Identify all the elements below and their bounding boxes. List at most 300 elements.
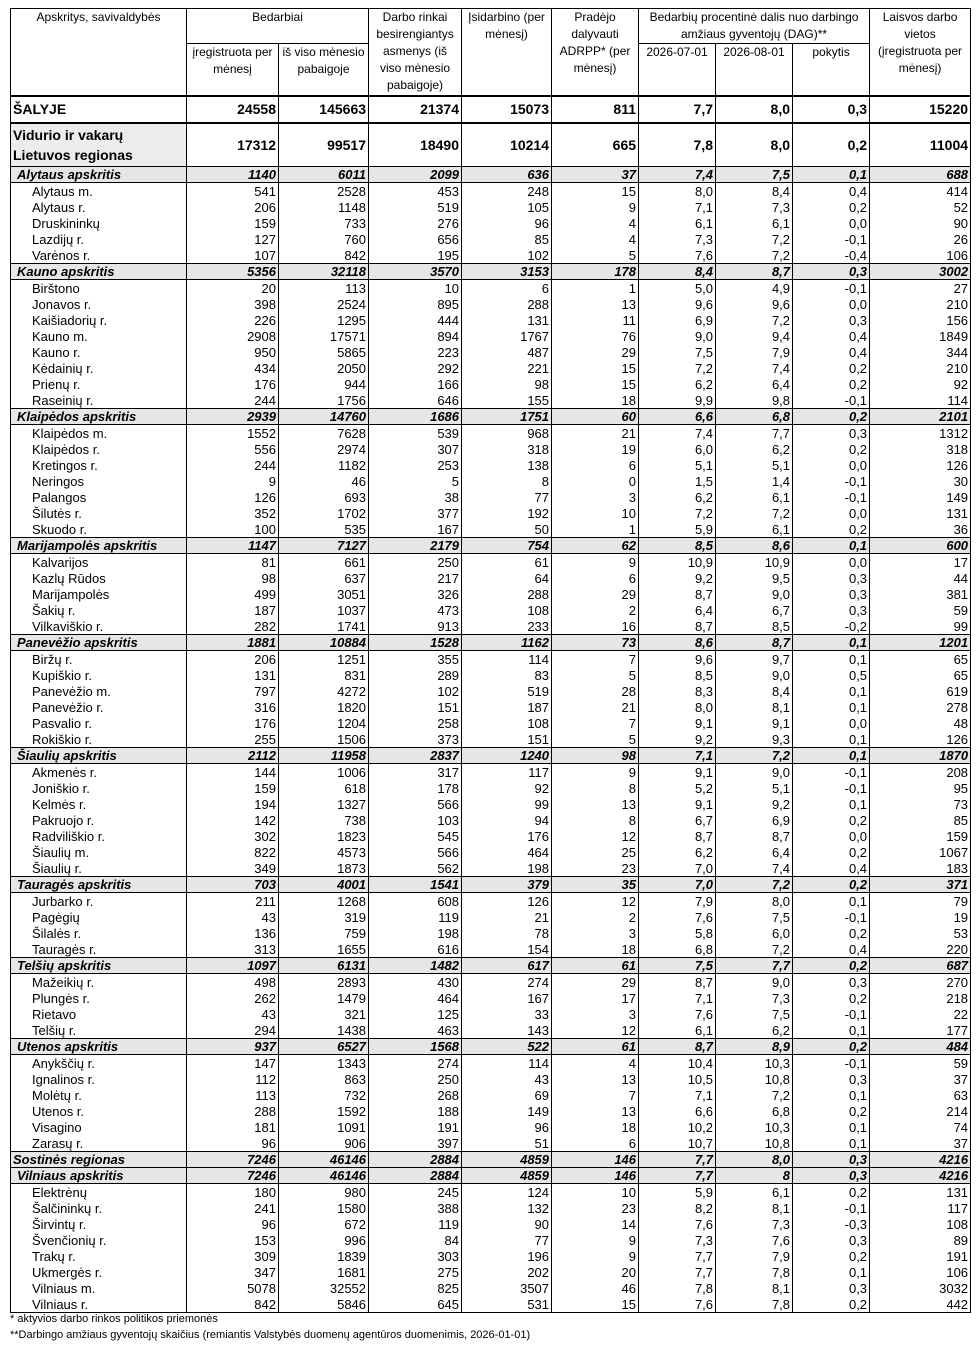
value-cell: 9,1 xyxy=(639,796,716,812)
value-cell: 85 xyxy=(462,231,552,247)
table-row xyxy=(11,909,971,925)
value-cell: 0 xyxy=(552,473,639,489)
area-name-cell: Zarasų r. xyxy=(11,1135,187,1152)
area-name-cell: Panevėžio r. xyxy=(11,699,187,715)
header-employed: Įsidarbino (per mėnesį) xyxy=(462,9,552,97)
county-row xyxy=(11,167,971,183)
value-cell: 24558 xyxy=(187,96,279,123)
value-cell: 96 xyxy=(462,1119,552,1135)
value-cell: 600 xyxy=(870,538,971,554)
value-cell: 10 xyxy=(552,1184,639,1201)
value-cell: 9,0 xyxy=(716,974,793,991)
value-cell: 78 xyxy=(462,925,552,941)
area-name-cell: Akmenės r. xyxy=(11,764,187,781)
value-cell: 1140 xyxy=(187,167,279,183)
value-cell: 7,3 xyxy=(716,1216,793,1232)
value-cell: 484 xyxy=(870,1039,971,1055)
value-cell: 288 xyxy=(462,586,552,602)
value-cell: 733 xyxy=(279,215,369,231)
table-row xyxy=(11,473,971,489)
value-cell: 7246 xyxy=(187,1152,279,1168)
value-cell: 17 xyxy=(870,554,971,571)
value-cell: 107 xyxy=(187,247,279,264)
value-cell: 944 xyxy=(279,376,369,392)
value-cell: 136 xyxy=(187,925,279,941)
value-cell: 6,1 xyxy=(639,215,716,231)
value-cell: 3032 xyxy=(870,1280,971,1296)
value-cell: 214 xyxy=(870,1103,971,1119)
value-cell: 7,1 xyxy=(639,1087,716,1103)
value-cell: 113 xyxy=(187,1087,279,1103)
value-cell: 321 xyxy=(279,1006,369,1022)
value-cell: 6,2 xyxy=(639,844,716,860)
value-cell: 96 xyxy=(187,1216,279,1232)
value-cell: 7 xyxy=(552,1087,639,1103)
value-cell: 126 xyxy=(870,731,971,748)
area-name-cell: Utenos apskritis xyxy=(11,1039,187,1055)
value-cell: 12 xyxy=(552,893,639,910)
table-row xyxy=(11,1071,971,1087)
value-cell: 108 xyxy=(462,602,552,618)
value-cell: 811 xyxy=(552,96,639,123)
value-cell: 149 xyxy=(462,1103,552,1119)
value-cell: 0,1 xyxy=(793,651,870,668)
value-cell: 9,5 xyxy=(716,570,793,586)
table-row xyxy=(11,893,971,910)
value-cell: 5 xyxy=(552,667,639,683)
value-cell: 1751 xyxy=(462,409,552,425)
value-cell: 0,2 xyxy=(793,441,870,457)
value-cell: 444 xyxy=(369,312,462,328)
value-cell: 2974 xyxy=(279,441,369,457)
table-row xyxy=(11,796,971,812)
value-cell: 8,0 xyxy=(716,893,793,910)
value-cell: 8,9 xyxy=(716,1039,793,1055)
value-cell: 131 xyxy=(462,312,552,328)
value-cell: 473 xyxy=(369,602,462,618)
value-cell: 10,9 xyxy=(639,554,716,571)
value-cell: 302 xyxy=(187,828,279,844)
value-cell: 0,3 xyxy=(793,1152,870,1168)
county-row xyxy=(11,409,971,425)
value-cell: 7,8 xyxy=(639,1280,716,1296)
table-row xyxy=(11,651,971,668)
value-cell: 388 xyxy=(369,1200,462,1216)
value-cell: 9,0 xyxy=(716,764,793,781)
value-cell: 2884 xyxy=(369,1152,462,1168)
value-cell: 7,4 xyxy=(639,425,716,442)
value-cell: 17 xyxy=(552,990,639,1006)
area-name-cell: Klaipėdos r. xyxy=(11,441,187,457)
value-cell: 0,0 xyxy=(793,828,870,844)
value-cell: 7,6 xyxy=(639,1216,716,1232)
value-cell: 10,9 xyxy=(716,554,793,571)
header-unemployed-total: iš viso mėnesio pabaigoje xyxy=(279,44,369,97)
value-cell: 5,9 xyxy=(639,1184,716,1201)
value-cell: 6,7 xyxy=(716,602,793,618)
value-cell: 4 xyxy=(552,215,639,231)
value-cell: 519 xyxy=(462,683,552,699)
footnotes xyxy=(10,1311,530,1343)
value-cell: 131 xyxy=(187,667,279,683)
value-cell: 18 xyxy=(552,392,639,409)
value-cell: 6,6 xyxy=(639,1103,716,1119)
value-cell: 0,0 xyxy=(793,296,870,312)
value-cell: 6011 xyxy=(279,167,369,183)
value-cell: 114 xyxy=(870,392,971,409)
value-cell: 178 xyxy=(552,264,639,280)
value-cell: 4 xyxy=(552,1055,639,1072)
value-cell: 195 xyxy=(369,247,462,264)
area-name-cell: Telšių r. xyxy=(11,1022,187,1039)
value-cell: 6,8 xyxy=(716,409,793,425)
value-cell: 188 xyxy=(369,1103,462,1119)
value-cell: 94 xyxy=(462,812,552,828)
value-cell: 968 xyxy=(462,425,552,442)
value-cell: 117 xyxy=(870,1200,971,1216)
area-name-cell: Tauragės apskritis xyxy=(11,877,187,893)
value-cell: 9,8 xyxy=(716,392,793,409)
value-cell: 17571 xyxy=(279,328,369,344)
table-row xyxy=(11,764,971,781)
value-cell: 2179 xyxy=(369,538,462,554)
value-cell: 6,1 xyxy=(716,521,793,538)
value-cell: 797 xyxy=(187,683,279,699)
value-cell: 2101 xyxy=(870,409,971,425)
value-cell: 18 xyxy=(552,941,639,958)
value-cell: 117 xyxy=(462,764,552,781)
value-cell: 6527 xyxy=(279,1039,369,1055)
value-cell: 198 xyxy=(369,925,462,941)
value-cell: 255 xyxy=(187,731,279,748)
table-row xyxy=(11,376,971,392)
value-cell: 430 xyxy=(369,974,462,991)
value-cell: 7,1 xyxy=(639,748,716,764)
value-cell: 0,1 xyxy=(793,1119,870,1135)
value-cell: 46 xyxy=(279,473,369,489)
value-cell: 90 xyxy=(462,1216,552,1232)
value-cell: 50 xyxy=(462,521,552,538)
value-cell: 15 xyxy=(552,360,639,376)
value-cell: 9 xyxy=(552,1232,639,1248)
value-cell: 9,0 xyxy=(639,328,716,344)
value-cell: 519 xyxy=(369,199,462,215)
value-cell: 5 xyxy=(552,731,639,748)
table-row xyxy=(11,505,971,521)
value-cell: 17312 xyxy=(187,123,279,167)
value-cell: 276 xyxy=(369,215,462,231)
value-cell: 149 xyxy=(870,489,971,505)
value-cell: 535 xyxy=(279,521,369,538)
area-name-cell: Ukmergės r. xyxy=(11,1264,187,1280)
value-cell: 73 xyxy=(552,635,639,651)
value-cell: 105 xyxy=(462,199,552,215)
value-cell: 5 xyxy=(369,473,462,489)
value-cell: 43 xyxy=(187,1006,279,1022)
area-name-cell: Šiaulių r. xyxy=(11,860,187,877)
value-cell: 178 xyxy=(369,780,462,796)
area-name-cell: Elektrėnų xyxy=(11,1184,187,1201)
value-cell: 1204 xyxy=(279,715,369,731)
value-cell: 1438 xyxy=(279,1022,369,1039)
value-cell: 8,6 xyxy=(716,538,793,554)
area-name-cell: Kupiškio r. xyxy=(11,667,187,683)
value-cell: 7,6 xyxy=(639,1296,716,1313)
value-cell: 26 xyxy=(870,231,971,247)
area-name-cell: Klaipėdos apskritis xyxy=(11,409,187,425)
area-name-cell: Skuodo r. xyxy=(11,521,187,538)
table-row xyxy=(11,1006,971,1022)
area-name-cell: Pagėgių xyxy=(11,909,187,925)
value-cell: 531 xyxy=(462,1296,552,1313)
value-cell: 913 xyxy=(369,618,462,635)
value-cell: 12 xyxy=(552,828,639,844)
value-cell: 0,4 xyxy=(793,941,870,958)
value-cell: 10,8 xyxy=(716,1135,793,1152)
footnote-dag: **Darbingo amžiaus gyventojų skaičius (remiantis Valstybės duomenų agentūros duomenimis, 2026-01-01) xyxy=(10,1329,531,1341)
value-cell: 6,9 xyxy=(716,812,793,828)
value-cell: 292 xyxy=(369,360,462,376)
value-cell: 442 xyxy=(870,1296,971,1313)
value-cell: 106 xyxy=(870,247,971,264)
value-cell: 0,1 xyxy=(793,167,870,183)
value-cell: 996 xyxy=(279,1232,369,1248)
value-cell: 738 xyxy=(279,812,369,828)
value-cell: 253 xyxy=(369,457,462,473)
value-cell: 46146 xyxy=(279,1152,369,1168)
area-name-cell: Prienų r. xyxy=(11,376,187,392)
table-row xyxy=(11,1119,971,1135)
value-cell: 206 xyxy=(187,651,279,668)
value-cell: 0,2 xyxy=(793,521,870,538)
value-cell: 1506 xyxy=(279,731,369,748)
value-cell: 0,2 xyxy=(793,199,870,215)
region-row xyxy=(11,123,971,167)
value-cell: 167 xyxy=(462,990,552,1006)
area-name-cell: Šiaulių apskritis xyxy=(11,748,187,764)
value-cell: 43 xyxy=(187,909,279,925)
county-row xyxy=(11,538,971,554)
value-cell: 147 xyxy=(187,1055,279,1072)
header-dag-change: pokytis xyxy=(793,44,870,97)
value-cell: 65 xyxy=(870,651,971,668)
value-cell: 0,4 xyxy=(793,344,870,360)
value-cell: 2112 xyxy=(187,748,279,764)
value-cell: 1870 xyxy=(870,748,971,764)
value-cell: 37 xyxy=(870,1071,971,1087)
value-cell: 77 xyxy=(462,1232,552,1248)
value-cell: 7,5 xyxy=(716,1006,793,1022)
value-cell: 10,3 xyxy=(716,1055,793,1072)
value-cell: 0,2 xyxy=(793,925,870,941)
value-cell: 7,8 xyxy=(716,1296,793,1313)
value-cell: 64 xyxy=(462,570,552,586)
value-cell: 98 xyxy=(187,570,279,586)
area-name-cell: Šilutės r. xyxy=(11,505,187,521)
value-cell: 7,9 xyxy=(716,1248,793,1264)
value-cell: 153 xyxy=(187,1232,279,1248)
value-cell: 347 xyxy=(187,1264,279,1280)
value-cell: 8,4 xyxy=(716,683,793,699)
value-cell: 8,0 xyxy=(639,699,716,715)
area-name-cell: Sostinės regionas xyxy=(11,1152,187,1168)
value-cell: 30 xyxy=(870,473,971,489)
value-cell: 159 xyxy=(187,215,279,231)
value-cell: 5,2 xyxy=(639,780,716,796)
value-cell: 187 xyxy=(187,602,279,618)
value-cell: 96 xyxy=(462,215,552,231)
value-cell: 142 xyxy=(187,812,279,828)
value-cell: 85 xyxy=(870,812,971,828)
area-name-cell: Marijampolės apskritis xyxy=(11,538,187,554)
value-cell: 77 xyxy=(462,489,552,505)
value-cell: 180 xyxy=(187,1184,279,1201)
value-cell: 556 xyxy=(187,441,279,457)
value-cell: 8 xyxy=(552,812,639,828)
value-cell: 618 xyxy=(279,780,369,796)
value-cell: 61 xyxy=(462,554,552,571)
value-cell: 73 xyxy=(870,796,971,812)
value-cell: 1686 xyxy=(369,409,462,425)
value-cell: 0,3 xyxy=(793,264,870,280)
area-name-cell: Kelmės r. xyxy=(11,796,187,812)
value-cell: 453 xyxy=(369,183,462,200)
value-cell: 7,9 xyxy=(639,893,716,910)
value-cell: 206 xyxy=(187,199,279,215)
value-cell: 44 xyxy=(870,570,971,586)
header-preparing: Darbo rinkai besirengiantys asmenys (iš viso mėnesio pabaigoje) xyxy=(369,9,462,97)
value-cell: 27 xyxy=(870,280,971,297)
value-cell: 81 xyxy=(187,554,279,571)
value-cell: 1,5 xyxy=(639,473,716,489)
value-cell: 22 xyxy=(870,1006,971,1022)
value-cell: 317 xyxy=(369,764,462,781)
value-cell: 288 xyxy=(462,296,552,312)
area-name-cell: Panevėžio m. xyxy=(11,683,187,699)
value-cell: 7,7 xyxy=(716,958,793,974)
value-cell: 1681 xyxy=(279,1264,369,1280)
value-cell: 379 xyxy=(462,877,552,893)
value-cell: 221 xyxy=(462,360,552,376)
value-cell: 831 xyxy=(279,667,369,683)
table-row xyxy=(11,1280,971,1296)
area-name-cell: Jurbarko r. xyxy=(11,893,187,910)
value-cell: 7,3 xyxy=(716,199,793,215)
value-cell: 9,6 xyxy=(639,296,716,312)
value-cell: 100 xyxy=(187,521,279,538)
value-cell: 145663 xyxy=(279,96,369,123)
value-cell: 7 xyxy=(552,651,639,668)
value-cell: 0,3 xyxy=(793,96,870,123)
value-cell: -0,1 xyxy=(793,1055,870,1072)
value-cell: 0,3 xyxy=(793,586,870,602)
value-cell: 371 xyxy=(870,877,971,893)
value-cell: 545 xyxy=(369,828,462,844)
value-cell: 980 xyxy=(279,1184,369,1201)
value-cell: 9,0 xyxy=(716,667,793,683)
value-cell: 8,0 xyxy=(716,1152,793,1168)
county-row xyxy=(11,748,971,764)
value-cell: 53 xyxy=(870,925,971,941)
value-cell: 1097 xyxy=(187,958,279,974)
value-cell: 0,3 xyxy=(793,312,870,328)
value-cell: 6,0 xyxy=(639,441,716,457)
value-cell: 46146 xyxy=(279,1168,369,1184)
value-cell: 29 xyxy=(552,586,639,602)
header-dag-date1: 2026-07-01 xyxy=(639,44,716,97)
value-cell: 16 xyxy=(552,618,639,635)
value-cell: 9,1 xyxy=(716,715,793,731)
area-name-cell: Varėnos r. xyxy=(11,247,187,264)
value-cell: 2939 xyxy=(187,409,279,425)
value-cell: 7,0 xyxy=(639,877,716,893)
value-cell: 693 xyxy=(279,489,369,505)
value-cell: 6,2 xyxy=(639,376,716,392)
value-cell: 381 xyxy=(870,586,971,602)
table-row xyxy=(11,441,971,457)
value-cell: 1479 xyxy=(279,990,369,1006)
table-row xyxy=(11,1216,971,1232)
area-name-cell: Biržų r. xyxy=(11,651,187,668)
value-cell: 4 xyxy=(552,231,639,247)
value-cell: 0,2 xyxy=(793,1184,870,1201)
value-cell: 262 xyxy=(187,990,279,1006)
area-name-cell: Pasvalio r. xyxy=(11,715,187,731)
table-row xyxy=(11,1232,971,1248)
area-name-cell: ŠALYJE xyxy=(11,96,187,123)
value-cell: 6,1 xyxy=(716,215,793,231)
value-cell: 0,2 xyxy=(793,844,870,860)
value-cell: 102 xyxy=(369,683,462,699)
value-cell: 464 xyxy=(369,990,462,1006)
value-cell: 8,7 xyxy=(639,828,716,844)
value-cell: 37 xyxy=(552,167,639,183)
table-row xyxy=(11,602,971,618)
value-cell: 112 xyxy=(187,1071,279,1087)
value-cell: 326 xyxy=(369,586,462,602)
value-cell: -0,1 xyxy=(793,280,870,297)
value-cell: 6,2 xyxy=(716,441,793,457)
area-name-cell: Kauno apskritis xyxy=(11,264,187,280)
value-cell: 15220 xyxy=(870,96,971,123)
area-name-cell: Vilniaus apskritis xyxy=(11,1168,187,1184)
value-cell: 124 xyxy=(462,1184,552,1201)
value-cell: 177 xyxy=(870,1022,971,1039)
value-cell: 1240 xyxy=(462,748,552,764)
area-name-cell: Klaipėdos m. xyxy=(11,425,187,442)
value-cell: 25 xyxy=(552,844,639,860)
value-cell: 5078 xyxy=(187,1280,279,1296)
table-row xyxy=(11,1200,971,1216)
value-cell: 6131 xyxy=(279,958,369,974)
value-cell: 23 xyxy=(552,860,639,877)
value-cell: 0,4 xyxy=(793,860,870,877)
value-cell: 89 xyxy=(870,1232,971,1248)
area-name-cell: Telšių apskritis xyxy=(11,958,187,974)
value-cell: 937 xyxy=(187,1039,279,1055)
value-cell: 131 xyxy=(870,505,971,521)
area-name-cell: Kėdainių r. xyxy=(11,360,187,376)
value-cell: 92 xyxy=(462,780,552,796)
value-cell: 7,3 xyxy=(639,1232,716,1248)
value-cell: 7,5 xyxy=(639,344,716,360)
value-cell: 7,6 xyxy=(639,247,716,264)
value-cell: 377 xyxy=(369,505,462,521)
value-cell: 7,3 xyxy=(639,231,716,247)
value-cell: 8,5 xyxy=(639,538,716,554)
value-cell: 15 xyxy=(552,376,639,392)
value-cell: 21374 xyxy=(369,96,462,123)
